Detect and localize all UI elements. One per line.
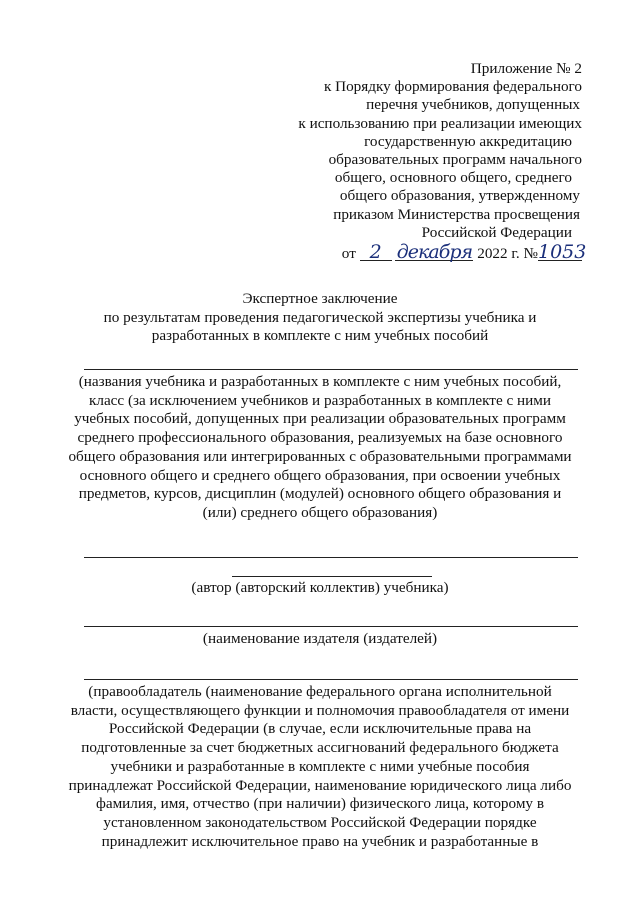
caption-line: фамилия, имя, отчество (при наличии) физического лица, которому в <box>95 795 544 813</box>
appendix-line: к использованию при реализации имеющих <box>298 114 582 132</box>
caption-line: (названия учебника и разработанных в комплекте с ним учебных пособий, <box>78 373 562 390</box>
appendix-line: приказом Министерства просвещения <box>333 205 580 223</box>
caption-line: (автор (авторский коллектив) учебника) <box>191 579 449 596</box>
rightholder-caption <box>60 683 580 851</box>
appendix-line: Российской Федерации <box>421 223 572 241</box>
publisher-caption <box>60 630 580 649</box>
date-prefix: от <box>341 245 356 263</box>
textbook-names-caption <box>60 373 580 523</box>
caption-line: предметов, курсов, дисциплин (модулей) основного общего образования и <box>78 485 562 503</box>
author-blank <box>232 576 432 577</box>
caption-line: установленном законодательством Российской Федерации порядке <box>103 813 537 831</box>
textbook-names-blank <box>84 369 578 370</box>
title-line-3: разработанных в комплекте с ним учебных пособий <box>151 327 489 345</box>
appendix-line: к Порядку формирования федерального <box>323 78 582 96</box>
handwritten-order-number: 1053 <box>538 241 587 264</box>
appendix-line: государственную аккредитацию <box>364 132 572 150</box>
rightholder-blank <box>84 679 578 680</box>
appendix-line: общего, основного общего, среднего <box>334 169 572 187</box>
caption-line: общего образования или интегрированных с образовательными программами <box>68 447 572 465</box>
document-title <box>60 290 580 346</box>
title-line-1: Экспертное заключение <box>242 290 398 307</box>
caption-line: среднего профессионального образования, реализуемых на базе основного <box>77 429 563 447</box>
appendix-line: Приложение № 2 <box>470 60 582 77</box>
appendix-header <box>252 60 587 264</box>
caption-line: учебники и разработанные в комплекте с ними учебные пособия <box>110 757 530 775</box>
caption-line: принадлежат Российской Федерации, наименование юридического лица либо <box>68 776 572 794</box>
order-date-line <box>252 241 587 264</box>
publisher-blank <box>84 626 578 627</box>
caption-line: учебных пособий, допущенных при реализации образовательных программ <box>74 410 566 428</box>
handwritten-month: декабря <box>396 241 473 264</box>
caption-line: (правообладатель (наименование федерального органа исполнительной <box>88 683 552 700</box>
caption-line: основного общего и среднего общего образования, при освоении учебных <box>79 466 561 484</box>
title-line-2: по результатам проведения педагогической экспертизы учебника и <box>103 308 537 326</box>
date-year-text: 2022 г. № <box>477 245 538 263</box>
appendix-line: перечня учебников, допущенных <box>366 96 580 114</box>
appendix-line: общего образования, утвержденному <box>339 187 580 205</box>
appendix-line: образовательных программ начального <box>328 151 582 169</box>
caption-line: принадлежит исключительное право на учебник и разработанные в <box>101 832 539 850</box>
caption-line: класс (за исключением учебников и разработанных в комплекте с ними <box>88 391 552 409</box>
caption-line: власти, осуществляющего функции и полномочия правообладателя от имени <box>70 701 570 719</box>
handwritten-day: 2 <box>360 244 392 261</box>
caption-line: Российской Федерации (в случае, если исключительные права на <box>108 720 532 738</box>
caption-line: (или) среднего общего образования) <box>202 503 438 521</box>
author-caption <box>60 579 580 598</box>
caption-line: подготовленные за счет бюджетных ассигнований федерального бюджета <box>81 739 559 757</box>
caption-line: (наименование издателя (издателей) <box>202 630 438 647</box>
author-blank-top <box>84 557 578 558</box>
